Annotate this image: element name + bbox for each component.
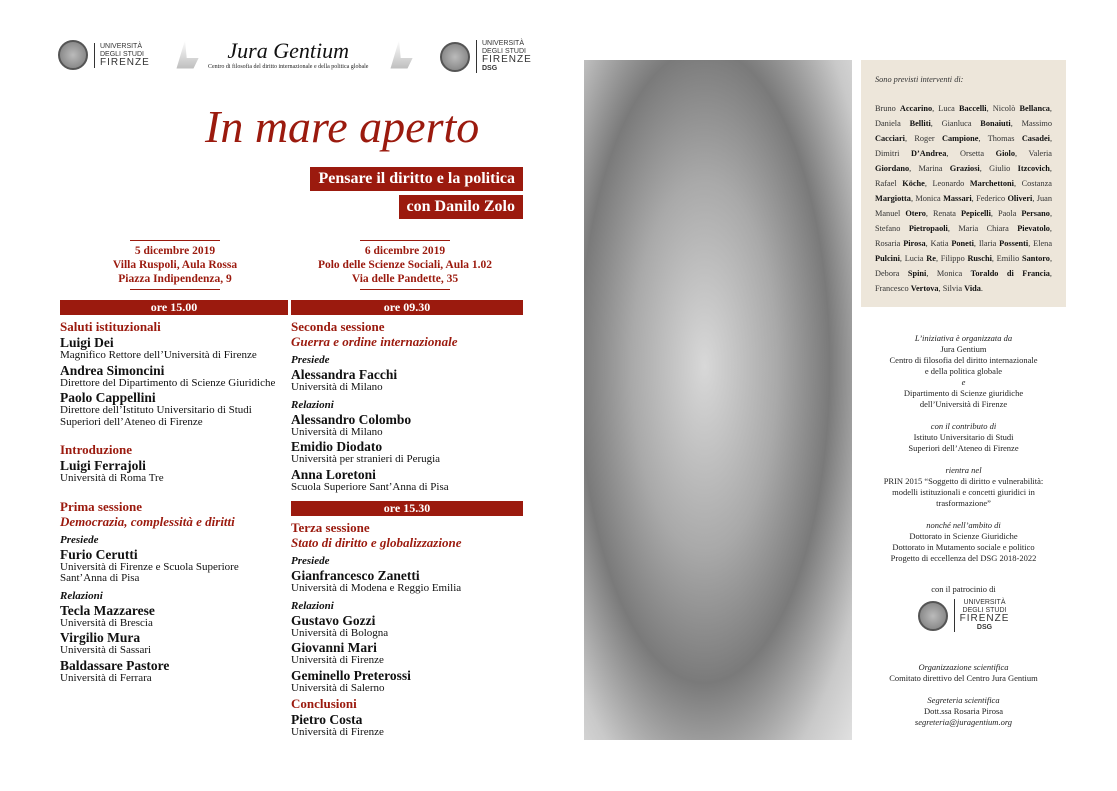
logo-text: FIRENZE bbox=[100, 56, 150, 68]
speaker-entry: Renata Pepicelli, bbox=[932, 209, 998, 218]
speaker-affiliation: Università di Firenze bbox=[291, 726, 384, 738]
jura-gentium-title: Jura Gentium bbox=[227, 38, 350, 63]
speaker-entry: Bruno Accarino, bbox=[875, 104, 939, 113]
speaker-entry: Rafael Köche, bbox=[875, 179, 933, 188]
speaker-entry: Dimitri D’Andrea, bbox=[875, 149, 961, 158]
session-title: Terza sessione bbox=[291, 520, 370, 535]
speaker-entry: Marina Graziosi, bbox=[918, 164, 990, 173]
dsg-logo-small bbox=[856, 599, 1071, 632]
speaker-affiliation: Università di Salerno bbox=[291, 681, 385, 694]
credit-text: PRIN 2015 “Soggetto di diritto e vulnerabilità: bbox=[883, 476, 1044, 486]
speaker-last-name: Campione bbox=[942, 134, 979, 143]
program-day1 bbox=[60, 300, 288, 684]
logo-text: DSG bbox=[976, 624, 993, 631]
speaker-name: Virgilio Mura bbox=[60, 630, 141, 645]
speaker-name: Pietro Costa bbox=[291, 712, 363, 727]
date-text: 5 dicembre 2019 bbox=[134, 245, 216, 257]
speaker-name: Baldassare Pastore bbox=[60, 657, 170, 673]
speaker-entry: Orsetta Giolo, bbox=[960, 149, 1029, 158]
credit-text: Centro di filosofia del diritto internazionale bbox=[889, 355, 1038, 365]
speaker-affiliation: Università di Brescia bbox=[60, 616, 153, 629]
session-title: Seconda sessione bbox=[291, 319, 385, 334]
speaker-last-name: Pulcini bbox=[875, 254, 900, 263]
speaker-affiliation: Università di Firenze bbox=[291, 654, 384, 666]
speaker-first-name: Thomas bbox=[987, 134, 1015, 143]
session-title: Conclusioni bbox=[291, 696, 357, 711]
session-title: Saluti istituzionali bbox=[60, 319, 161, 334]
logo-text: DEGLI STUDI bbox=[482, 48, 526, 55]
speaker-affiliation: Università per stranieri di Perugia bbox=[291, 453, 441, 465]
speaker-last-name: Pietropaoli bbox=[908, 224, 948, 233]
speaker-first-name: Daniela bbox=[875, 119, 901, 128]
time-bar: ore 15.30 bbox=[291, 501, 523, 516]
speaker-name: Gustavo Gozzi bbox=[291, 612, 376, 628]
speaker-affiliation: Scuola Superiore Sant’Anna di Pisa bbox=[291, 480, 449, 493]
speaker-entry: Roger Campione, bbox=[914, 134, 988, 143]
org-text: Comitato direttivo del Centro Jura Gentium bbox=[889, 673, 1038, 683]
speaker-first-name: Gianluca bbox=[941, 119, 972, 128]
speaker-affiliation: Università di Roma Tre bbox=[60, 472, 164, 484]
speaker-last-name: Persano bbox=[1021, 209, 1050, 218]
speaker-first-name: Rafael bbox=[875, 179, 897, 188]
jura-gentium-subtitle: Centro di filosofia del diritto internazionale e della politica globale bbox=[208, 64, 369, 70]
logo-text: FIRENZE bbox=[482, 54, 532, 65]
speakers-intro: Sono previsti interventi di: bbox=[875, 75, 964, 84]
spacer bbox=[291, 493, 523, 501]
credits bbox=[856, 333, 1071, 564]
speaker-entry: Silvia Vida. bbox=[942, 284, 983, 293]
segreteria-name: Dott.ssa Rosaria Pirosa bbox=[923, 706, 1004, 716]
portrait-photo bbox=[584, 60, 852, 740]
speaker-first-name: Bruno bbox=[875, 104, 896, 113]
speaker-entry: Emilio Santoro, bbox=[996, 254, 1053, 263]
speaker-last-name: Bellanca bbox=[1019, 104, 1050, 113]
logo-text: FIRENZE bbox=[959, 613, 1010, 624]
credit-label: rientra nel bbox=[945, 465, 982, 475]
speaker-first-name: Ilaria bbox=[978, 239, 997, 248]
page-title: In mare aperto bbox=[205, 101, 480, 152]
session-title: Prima sessione bbox=[60, 498, 142, 514]
role-label: Relazioni bbox=[291, 398, 334, 411]
speaker-entry: Federico Oliveri, bbox=[976, 194, 1037, 203]
university-seal-icon bbox=[58, 40, 88, 70]
credit-text: modelli istituzionali e concetti giuridici in bbox=[892, 487, 1035, 497]
spacer bbox=[60, 428, 288, 440]
speaker-last-name: Marchettoni bbox=[969, 179, 1014, 188]
speaker-last-name: Cacciari bbox=[875, 134, 905, 143]
credit-text: trasformazione” bbox=[936, 498, 991, 508]
speaker-name: Luigi Dei bbox=[60, 335, 114, 350]
patrocinio-label: con il patrocinio di bbox=[931, 584, 996, 594]
speaker-name: Alessandra Facchi bbox=[291, 367, 398, 382]
patrocinio bbox=[856, 584, 1071, 632]
credit-label: con il contributo di bbox=[930, 421, 997, 431]
speaker-last-name: Massari bbox=[943, 194, 972, 203]
subtitle-line-2: con Danilo Zolo bbox=[399, 195, 523, 219]
speaker-entry: Maria Chiara Pievatolo, bbox=[958, 224, 1052, 233]
speaker-name: Giovanni Mari bbox=[291, 640, 377, 655]
speaker-last-name: Toraldo di Francia bbox=[970, 269, 1050, 278]
speaker-entry: Monica Massari, bbox=[915, 194, 977, 203]
speaker-affiliation: Direttore dell’Istituto Universitario di Studi Superiori dell’Ateneo di Firenze bbox=[60, 404, 252, 428]
speaker-name: Furio Cerutti bbox=[60, 546, 138, 562]
speaker-first-name: Elena bbox=[1033, 239, 1053, 248]
speaker-last-name: Pirosa bbox=[903, 239, 926, 248]
speaker-last-name: Vida bbox=[964, 284, 981, 293]
speaker-last-name: Margiotta bbox=[875, 194, 911, 203]
speaker-last-name: Giolo bbox=[995, 149, 1015, 158]
speaker-name: Luigi Ferrajoli bbox=[60, 458, 146, 473]
speaker-affiliation: Università di Milano bbox=[291, 425, 383, 438]
speaker-last-name: D’Andrea bbox=[911, 149, 947, 158]
credit-text: dell’Università di Firenze bbox=[919, 399, 1008, 409]
speaker-entry: Leonardo Marchettoni, bbox=[932, 179, 1022, 188]
speaker-first-name: Roger bbox=[914, 134, 935, 143]
speaker-first-name: Leonardo bbox=[932, 179, 965, 188]
credit-text: Dipartimento di Scienze giuridiche bbox=[903, 388, 1024, 398]
speaker-affiliation: Università di Ferrara bbox=[60, 671, 152, 684]
unifi-logo bbox=[58, 40, 150, 70]
speaker-entry: Daniela Belliti, bbox=[875, 119, 942, 128]
session-subtitle: Guerra e ordine internazionale bbox=[291, 334, 458, 349]
speaker-last-name: Re bbox=[926, 254, 936, 263]
venue-text: Villa Ruspoli, Aula Rossa bbox=[112, 259, 238, 271]
speaker-first-name: Debora bbox=[875, 269, 900, 278]
speaker-first-name: Massimo bbox=[1021, 119, 1052, 128]
speakers-list bbox=[875, 101, 1052, 296]
date-block-day1 bbox=[60, 237, 290, 293]
speaker-first-name: Juan Manuel bbox=[875, 194, 1052, 218]
speaker-first-name: Lucia bbox=[904, 254, 924, 263]
session-subtitle: Democrazia, complessità e diritti bbox=[60, 513, 235, 529]
speaker-name: Andrea Simoncini bbox=[60, 362, 165, 378]
speaker-last-name: Ruschi bbox=[967, 254, 992, 263]
speaker-entry: Massimo Cacciari, bbox=[875, 119, 1052, 143]
time-bar: ore 09.30 bbox=[291, 300, 523, 315]
speaker-name: Anna Loretoni bbox=[291, 466, 376, 482]
ship-icon bbox=[168, 40, 202, 70]
credit-text: Dottorato in Mutamento sociale e politico bbox=[892, 542, 1035, 552]
logo-text: UNIVERSITÀ bbox=[100, 42, 143, 50]
speaker-name: Geminello Preterossi bbox=[291, 667, 411, 683]
date-text: 6 dicembre 2019 bbox=[364, 245, 446, 257]
date-block-day2 bbox=[290, 237, 520, 293]
speaker-first-name: Monica bbox=[915, 194, 941, 203]
speaker-first-name: Francesco bbox=[875, 284, 909, 293]
speaker-entry: Valeria Giordano, bbox=[875, 149, 1052, 173]
session-title: Introduzione bbox=[60, 442, 132, 457]
speaker-first-name: Dimitri bbox=[875, 149, 900, 158]
logo-text: DEGLI STUDI bbox=[100, 50, 144, 58]
speaker-first-name: Nicolò bbox=[992, 104, 1016, 113]
speaker-last-name: Pievatolo bbox=[1017, 224, 1050, 233]
time-bar: ore 15.00 bbox=[60, 300, 288, 315]
speaker-last-name: Baccelli bbox=[958, 104, 987, 113]
speaker-entry: Costanza Margiotta, bbox=[875, 179, 1052, 203]
university-seal-icon bbox=[440, 42, 470, 72]
speaker-entry: Lucia Re, bbox=[904, 254, 941, 263]
speaker-first-name: Katia bbox=[930, 239, 949, 248]
speaker-last-name: Accarino bbox=[899, 104, 933, 113]
speaker-first-name: Luca bbox=[938, 104, 955, 113]
credit-text: Istituto Universitario di Studi bbox=[913, 432, 1014, 442]
speaker-entry: Francesco Vertova, bbox=[875, 284, 943, 293]
speaker-first-name: Federico bbox=[976, 194, 1006, 203]
speaker-entry: Katia Poneti, bbox=[930, 239, 979, 248]
address-text: Via delle Pandette, 35 bbox=[351, 273, 459, 285]
speaker-first-name: Monica bbox=[936, 269, 963, 278]
speaker-last-name: Otero bbox=[905, 209, 926, 218]
speaker-affiliation: Università di Milano bbox=[291, 381, 383, 393]
credit-text: Superiori dell’Ateneo di Firenze bbox=[908, 443, 1019, 453]
speaker-entry: Stefano Pietropaoli, bbox=[875, 224, 959, 233]
speaker-first-name: Filippo bbox=[940, 254, 965, 263]
speaker-entry: Debora Spini, bbox=[875, 269, 937, 278]
speaker-last-name: Santoro bbox=[1021, 254, 1050, 263]
speaker-entry: Luca Baccelli, bbox=[938, 104, 993, 113]
segreteria-label: Segreteria scientifica bbox=[927, 695, 1000, 705]
speaker-name: Gianfrancesco Zanetti bbox=[291, 568, 420, 583]
speaker-name: Tecla Mazzarese bbox=[60, 602, 155, 618]
speaker-first-name: Renata bbox=[932, 209, 956, 218]
speaker-last-name: Bonaiuti bbox=[980, 119, 1011, 128]
speaker-affiliation: Università di Firenze e Scuola Superiore Sant’Anna di Pisa bbox=[60, 560, 239, 584]
org-label: Organizzazione scientifica bbox=[918, 662, 1009, 672]
credit-label: L’iniziativa è organizzata da bbox=[914, 333, 1013, 343]
speaker-first-name: Giulio bbox=[989, 164, 1011, 173]
speaker-first-name: Orsetta bbox=[960, 149, 985, 158]
credit-label: nonché nell’ambito di bbox=[926, 520, 1001, 530]
subtitle-line-1: Pensare il diritto e la politica bbox=[310, 167, 523, 191]
speaker-last-name: Oliveri bbox=[1007, 194, 1033, 203]
speaker-last-name: Köche bbox=[902, 179, 925, 188]
speaker-last-name: Graziosi bbox=[949, 164, 980, 173]
university-seal-icon bbox=[918, 601, 948, 631]
speaker-first-name: Stefano bbox=[875, 224, 901, 233]
credit-text: Jura Gentium bbox=[940, 344, 987, 354]
organizzazione bbox=[856, 662, 1071, 728]
program-day2 bbox=[291, 300, 523, 739]
speaker-entry: Juan Manuel Otero, bbox=[875, 194, 1052, 218]
speaker-first-name: Silvia bbox=[942, 284, 963, 293]
speaker-name: Emidio Diodato bbox=[291, 439, 383, 454]
speaker-last-name: Vertova bbox=[910, 284, 939, 293]
speaker-entry: Ilaria Possenti, bbox=[978, 239, 1034, 248]
speaker-name: Alessandro Colombo bbox=[291, 411, 412, 427]
dsg-logo bbox=[440, 40, 532, 73]
speaker-last-name: Possenti bbox=[999, 239, 1029, 248]
speaker-entry: Monica Toraldo di Francia, bbox=[936, 269, 1052, 278]
speaker-entry: Nicolò Bellanca, bbox=[992, 104, 1052, 113]
speaker-first-name: Maria Chiara bbox=[958, 224, 1009, 233]
speaker-entry: Gianluca Bonaiuti, bbox=[941, 119, 1022, 128]
speaker-first-name: Rosaria bbox=[875, 239, 901, 248]
speaker-entry: Elena Pulcini, bbox=[875, 239, 1053, 263]
logo-text: DEGLI STUDI bbox=[962, 607, 1007, 614]
speaker-affiliation: Università di Bologna bbox=[291, 626, 389, 639]
speakers-box bbox=[861, 60, 1066, 307]
logo-text: UNIVERSITÀ bbox=[963, 599, 1006, 606]
segreteria-email[interactable]: segreteria@juragentium.org bbox=[914, 717, 1013, 727]
logo-text: UNIVERSITÀ bbox=[482, 40, 525, 47]
role-label: Relazioni bbox=[291, 599, 334, 612]
speaker-name: Paolo Cappellini bbox=[60, 390, 156, 405]
credit-label: e bbox=[961, 377, 966, 387]
speaker-affiliation: Università di Sassari bbox=[60, 644, 152, 656]
venue-text: Polo delle Scienze Sociali, Aula 1.02 bbox=[317, 259, 493, 271]
speaker-entry: Giulio Itzcovich, bbox=[989, 164, 1052, 173]
speaker-first-name: Costanza bbox=[1021, 179, 1052, 188]
speaker-entry: Paola Persano, bbox=[997, 209, 1053, 218]
speaker-affiliation: Università di Modena e Reggio Emilia bbox=[291, 582, 462, 594]
speaker-last-name: Spini bbox=[907, 269, 927, 278]
speaker-last-name: Giordano bbox=[875, 164, 910, 173]
speaker-last-name: Casadei bbox=[1021, 134, 1050, 143]
credit-text: e della politica globale bbox=[924, 366, 1003, 376]
address-text: Piazza Indipendenza, 9 bbox=[118, 273, 232, 285]
role-label: Presiede bbox=[291, 354, 330, 366]
session-subtitle: Stato di diritto e globalizzazione bbox=[291, 535, 462, 550]
speaker-entry: Thomas Casadei, bbox=[987, 134, 1053, 143]
speaker-entry: Rosaria Pirosa, bbox=[875, 239, 931, 248]
role-label: Presiede bbox=[291, 555, 330, 567]
role-label: Presiede bbox=[60, 533, 99, 546]
speaker-affiliation: Magnifico Rettore dell’Università di Firenze bbox=[60, 349, 257, 361]
speaker-first-name: Valeria bbox=[1028, 149, 1052, 158]
credit-text: Dottorato in Scienze Giuridiche bbox=[909, 531, 1018, 541]
spacer bbox=[60, 485, 288, 497]
speaker-last-name: Pepicelli bbox=[960, 209, 991, 218]
junk-ship-icon bbox=[382, 40, 416, 70]
speaker-last-name: Itzcovich bbox=[1017, 164, 1050, 173]
speaker-first-name: Emilio bbox=[996, 254, 1020, 263]
credit-text: Progetto di eccellenza del DSG 2018-2022 bbox=[890, 553, 1037, 563]
speaker-first-name: Marina bbox=[918, 164, 943, 173]
logo-text: DSG bbox=[482, 65, 498, 72]
role-label: Relazioni bbox=[60, 589, 103, 602]
jura-gentium-logo bbox=[208, 38, 368, 70]
speaker-last-name: Poneti bbox=[951, 239, 974, 248]
speaker-entry: Filippo Ruschi, bbox=[940, 254, 997, 263]
speaker-last-name: Belliti bbox=[909, 119, 931, 128]
speaker-first-name: Paola bbox=[997, 209, 1017, 218]
speaker-affiliation: Direttore del Dipartimento di Scienze Giuridiche bbox=[60, 376, 276, 389]
